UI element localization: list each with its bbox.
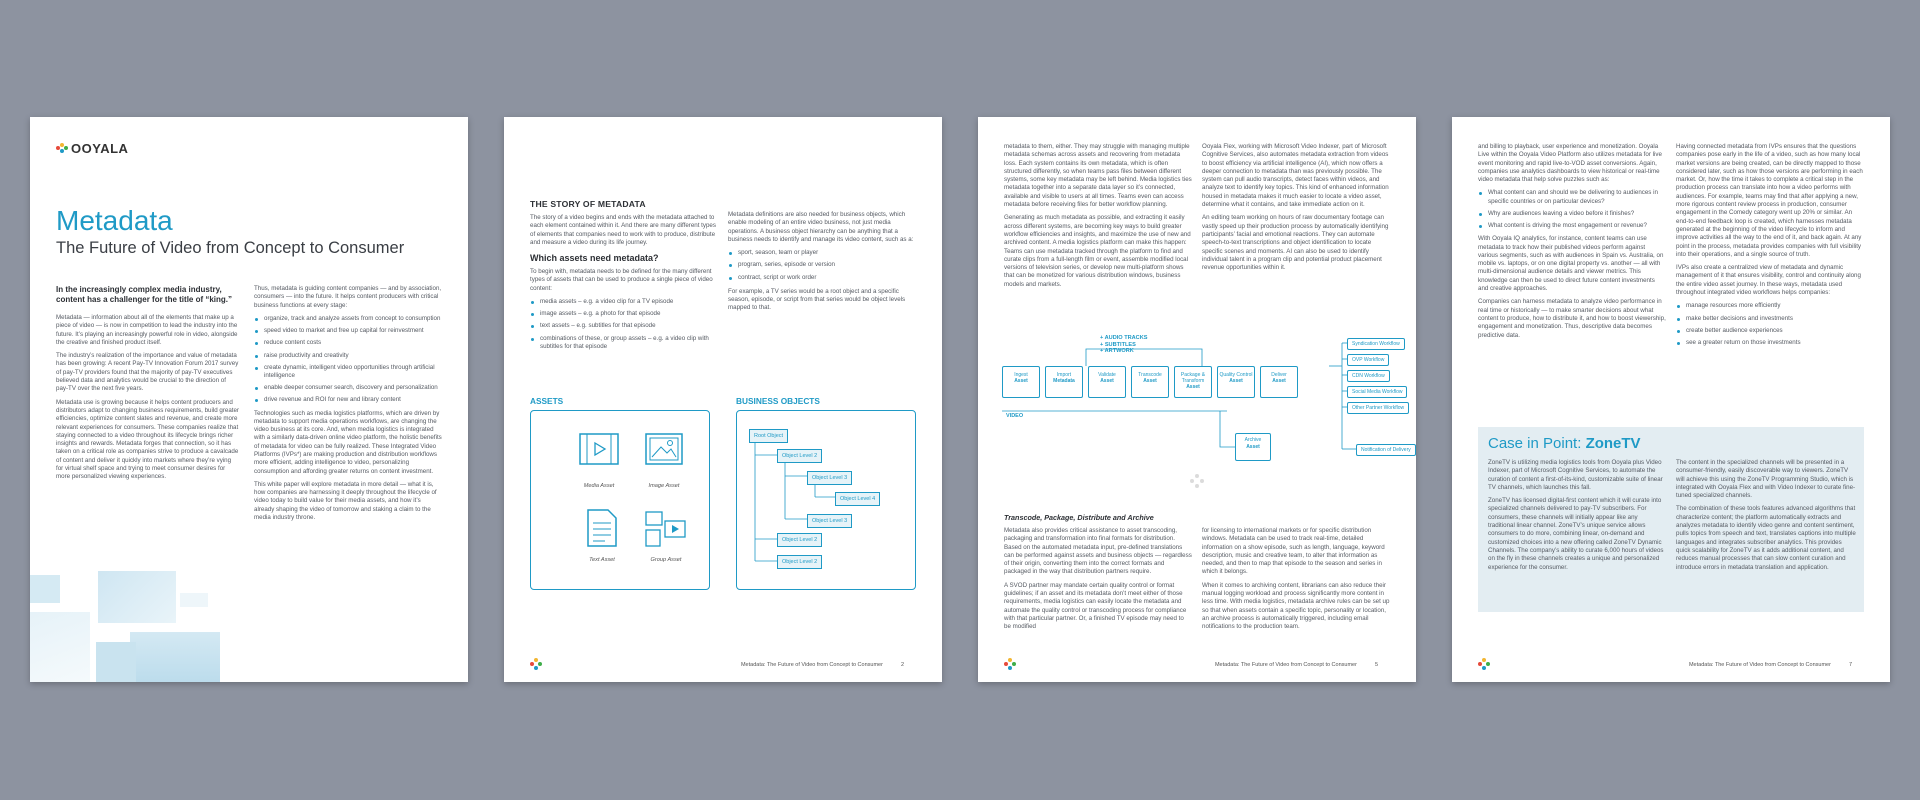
paragraph: for licensing to international markets or for specific distribution windows. Metadata can be used to track real-time, detailed information on a show episode, such as length, language, keyword description, music and creative team, to alter that information as needed, and then to map that episode to the season and series in which it belongs. (1202, 527, 1385, 576)
asset-label: Image Asset (648, 483, 680, 489)
object-level-2: Object Level 2 (777, 533, 822, 547)
subsection-title: Transcode, Package, Distribute and Archive (1004, 513, 1154, 522)
list-item: manage resources more efficiently (1676, 302, 1866, 310)
paragraph: For example, a TV series would be a root object and a specific season, episode, or script from that series would be object levels mapped to that. (728, 287, 906, 312)
case-right (1676, 459, 1856, 577)
list-item: What content is driving the most engagement or revenue? (1478, 222, 1666, 230)
node-label: Quality Control (1219, 372, 1253, 378)
node-label: Metadata (1053, 378, 1075, 384)
text-asset-icon (587, 509, 617, 547)
node-label: Validate (1098, 372, 1116, 378)
story-right-column (728, 211, 916, 318)
paragraph: Generating as much metadata as possible, and extracting it easily across different systems, are becoming key ways to build greater workflow efficiencies and insights, and maximize the use of new and archived content. A media logistics platform can make this happen: Teams can use metadata tracked through the platform to find and curate clips from a full-length film or event, assemble modified local versions of television series, or develop new multi-platform shows that can be monetized for various distribution windows, business models and markets. (1004, 214, 1191, 288)
paragraph: Metadata also provides critical assistance to asset transcoding, packaging and transformation into final formats for distribution. Based on the automated metadata input, pre-defined translations can be performed against assets and business objects — regardless of their origin, converting them into the correct formats and packaged in the way that distribution partners require. (1004, 527, 1192, 576)
paragraph: The industry’s realization of the importance and value of metadata has been growing: A recent Pay-TV Innovation Forum 2017 survey of pay-TV providers found that the majority of pay-TV executives believed data and analytics would be crucial to the direction of pay-TV over the next five years. (56, 352, 239, 393)
asset-label: Text Asset (589, 557, 615, 563)
page-workflow (978, 117, 1416, 682)
paragraph: An editing team working on hours of raw documentary footage can vastly speed up their production process by automatically identifying participants’ facial and emotional reactions. They can automate speech-to-text transcriptions and object identification to locate specific scenes and moments. AI can also be used to identify individual talent in a program clip and potential product placement revenue opportunities within it. (1202, 214, 1389, 272)
case-left-column (1478, 143, 1666, 345)
paragraph: This white paper will explore metadata in more detail — what it is, how companies are harnessing it deeply throughout the lifecycle of video today to build value for their media assets, and how it’s already shaping the video of tomorrow and staking a claim to the media industry throne. (254, 480, 437, 522)
page-number: 7 (1848, 662, 1852, 668)
cover-left-column (56, 285, 239, 487)
list-item: What content can and should we be delivering to audiences in specific countries or on particular devices? (1478, 189, 1666, 205)
node-label: Ingest (1014, 372, 1028, 378)
page-story (504, 117, 942, 682)
question-list (1478, 189, 1666, 230)
brand-logo (56, 141, 128, 156)
page-case (1452, 117, 1890, 682)
footer-logo-icon (1004, 658, 1016, 670)
workflow-node (1260, 366, 1298, 398)
paragraph: ZoneTV is utilizing media logistics tools from Ooyala plus Video Indexer, part of Microsoft Cognitive Services, to automate the curation of content a first-of-its-kind, customizable suite of linear TV channels, which launches this fall. (1488, 459, 1663, 491)
paragraph: ZoneTV has licensed digital-first content which it will curate into specialized channels delivered to pay-TV subscribers. For consumers, these channels will initially appear like any traditional linear channel. ZoneTV’s unique service allows consumers to do more, combining linear, on-demand and customized choices into a new offering called ZoneTV Dynamic Channels. The company’s ability to curate 6,000 hours of videos on the fly in these channels creates a unique and personalized experience for the consumer. (1488, 497, 1664, 571)
list-item: image assets – e.g. a photo for that episode (530, 310, 718, 318)
business-objects-title: BUSINESS OBJECTS (736, 396, 820, 406)
workflow-destination: Other Partner Workflow (1347, 402, 1409, 414)
case-study-box (1478, 427, 1864, 612)
list-item: sport, season, team or player (728, 249, 916, 257)
list-item: Why are audiences leaving a video before it finishes? (1478, 210, 1666, 218)
asset-label: Media Asset (583, 483, 615, 489)
node-label: Asset (1143, 378, 1157, 384)
workflow-destination: Notification of Delivery (1356, 444, 1416, 456)
assets-box (530, 410, 710, 590)
assets-title: ASSETS (530, 396, 564, 406)
object-level-2: Object Level 2 (777, 555, 822, 569)
list-item: raise productivity and creativity (254, 352, 442, 360)
list-item: media assets – e.g. a video clip for a TV episode (530, 298, 718, 306)
list-item: program, series, episode or version (728, 261, 916, 269)
workflow-node (1045, 366, 1083, 398)
page-footer (1689, 662, 1852, 668)
list-item: speed video to market and free up capital for reinvestment (254, 327, 442, 335)
footer-logo-icon (530, 658, 542, 670)
subsection-title: Which assets need metadata? (530, 253, 659, 264)
section-title: THE STORY OF METADATA (530, 199, 646, 209)
paragraph: The content in the specialized channels will be presented in a consumer-friendly, easily discoverable way to viewers. ZoneTV will achieve this using the ZoneTV Programming Studio, which is integrated with Ooyala Flex and with Video Indexer to curate fine-tuned specialized channels. (1676, 459, 1856, 500)
cover-right-column (254, 285, 442, 527)
object-level-4: Object Level 4 (835, 492, 880, 506)
story-left-column (530, 199, 718, 355)
list-item: enable deeper consumer search, discovery and personalization (254, 384, 442, 392)
added-tracks (1100, 335, 1148, 355)
workflow-destination: CDN Workflow (1347, 370, 1390, 382)
paragraph: and billing to playback, user experience and monetization. Ooyala Live within the Ooyala Video Platform also utilizes metadata for live event monitoring and rapid live-to-VOD asset conversions. Again, companies use analytics dashboards to view historical or real-time video metadata that help solve puzzles such as: (1478, 143, 1662, 184)
list-item: create better audience experiences (1676, 327, 1866, 335)
brand-name: OOYALA (71, 141, 129, 156)
node-label: Import (1056, 372, 1072, 378)
image-asset-icon (645, 433, 683, 465)
divider-logo-icon (1190, 474, 1204, 488)
workflow-node (1131, 366, 1169, 398)
list-item: combinations of these, or group assets – e.g. a video clip with subtitles for that episode (530, 335, 718, 351)
workflow-destination: OVP Workflow (1347, 354, 1389, 366)
list-item: text assets – e.g. subtitles for that episode (530, 322, 718, 330)
paragraph: Companies can harness metadata to analyze video performance in real time or historically — to make smarter decisions about what content to produce, how to distribute it, and how to boost viewership, engagement and monetization. Thus, descriptive data becomes predictive data. (1478, 298, 1666, 339)
paragraph: Metadata use is growing because it helps content producers and distributors adapt to changing business requirements, build greater efficiencies, optimize content slates and revenue, and create more relevant experiences for consumers. These companies realize that staying connected to a video throughout its lifecycle brings richer insights and rewards. Metadata forges that connection, so it has taken on a critical role as companies strive to produce a cavalcade of content and deliver it quickly into markets where they’re vying for virtual shelf space and trying to meet consumer desires for more personalized viewing experiences. (56, 398, 239, 481)
node-label: Transcode (1138, 372, 1162, 378)
workflow-node (1174, 366, 1212, 398)
page-title: Metadata (56, 205, 173, 236)
page-subtitle: The Future of Video from Concept to Consumer (56, 239, 405, 257)
workflow-destination: Syndication Workflow (1347, 338, 1405, 350)
workflow-diagram (1002, 329, 1411, 459)
page-footer (741, 662, 904, 668)
footer-title: Metadata: The Future of Video from Concept to Consumer (1214, 662, 1357, 668)
paragraph: Ooyala Flex, working with Microsoft Video Indexer, part of Microsoft Cognitive Services, also automates metadata extraction from videos to boost efficiency via artificial intelligence (AI), which now offers a deeper connection to metadata than was previously possible. The system can pull audio transcripts, detect faces within videos, and analyze text to identify key topics. This kind of enhanced information housed in metadata makes it much easier to locate a video asset, determine what it contains, and take immediate action on it. (1202, 143, 1389, 209)
paragraph: The story of a video begins and ends with the metadata attached to each element contained within it. And there are many different types of elements that companies need to work with to produce, distribute and measure a video during its life journey. (530, 214, 716, 246)
track-label: + ARTWORK (1100, 348, 1134, 354)
list-item: drive revenue and ROI for new and library content (254, 396, 442, 404)
video-label: VIDEO (1006, 413, 1024, 419)
function-list (254, 315, 442, 405)
workflow-destination: Social Media Workflow (1347, 386, 1407, 398)
workflow-node (1002, 366, 1040, 398)
group-asset-icon (645, 511, 687, 547)
node-label: Asset (1272, 378, 1286, 384)
footer-title: Metadata: The Future of Video from Concept to Consumer (740, 662, 883, 668)
node-label: Asset (1014, 378, 1028, 384)
page-cover (30, 117, 468, 682)
media-asset-icon (579, 433, 619, 465)
case-title-name: ZoneTV (1585, 435, 1641, 452)
node-label: Package & Transform (1180, 372, 1206, 384)
page-number: 2 (900, 662, 904, 668)
paragraph: Metadata — information about all of the elements that make up a piece of video — is now in competition to lead the industry into the future. It’s playing an increasingly powerful role in video, alongside the creative and finished product itself. (56, 314, 238, 346)
case-right-column (1676, 143, 1866, 351)
node-label: Deliver (1271, 372, 1287, 378)
archive-node (1235, 433, 1271, 461)
page-footer (1215, 662, 1378, 668)
footer-logo-icon (1478, 658, 1490, 670)
paragraph: Metadata definitions are also needed for business objects, which enable modeling of an entire video business, not just media operations. A business object hierarchy can be anything that a business needs to identify and manage its video content, such as a: (728, 211, 914, 243)
paragraph: With Ooyala IQ analytics, for instance, content teams can use metadata to track how their published videos perform against various segments, such as with audiences in Spain vs. Australia, on mobile vs. laptops, or on one digital property vs. another — all with multi-dimensional audience details and viewer metrics. This knowledge can then be used to direct future content investments and creative approaches. (1478, 235, 1664, 293)
node-label: Asset (1246, 444, 1260, 450)
asset-label: Group Asset (650, 557, 682, 563)
object-level-3: Object Level 3 (807, 514, 852, 528)
node-label: Asset (1186, 384, 1200, 390)
node-label: Asset (1229, 378, 1243, 384)
paragraph: metadata to them, either. They may struggle with managing multiple metadata schemas across assets and recovering from metadata loss. Each system contains its own metadata, which is often structured differently, so when teams pass files between different systems, some key metadata may be left behind. Media logistics ties metadata together into a separate data layer so it’s connected, available and visible to users at all times. Teams even can access metadata before receiving files for better workflow planning. (1004, 143, 1192, 209)
workflow-bottom-left (1004, 513, 1192, 637)
workflow-left-column (1004, 143, 1192, 294)
paragraph: Thus, metadata is guiding content companies — and by association, consumers — into the future. It helps content producers with critical business functions at every stage: (254, 285, 442, 309)
list-item: organize, track and analyze assets from concept to consumption (254, 315, 442, 323)
list-item: contract, script or work order (728, 274, 916, 282)
list-item: create dynamic, intelligent video opportunities through artificial intelligence (254, 364, 442, 380)
object-level-3: Object Level 3 (807, 471, 852, 485)
object-list (728, 249, 916, 282)
node-label: Asset (1100, 378, 1114, 384)
node-label: Archive (1244, 437, 1262, 443)
logo-icon (56, 143, 69, 154)
object-level-2: Object Level 2 (777, 449, 822, 463)
workflow-node (1217, 366, 1255, 398)
track-label: + AUDIO TRACKS (1100, 335, 1148, 341)
workflow-right-column (1202, 143, 1392, 277)
case-title-prefix: Case in Point: (1488, 435, 1582, 452)
lead-text: In the increasingly complex media industry, content has a challenger for the title of “king.” (56, 285, 233, 304)
workflow-node (1088, 366, 1126, 398)
paragraph: To begin with, metadata needs to be defined for the many different types of assets that can be used to produce a single piece of video content: (530, 268, 713, 292)
benefit-list (1676, 302, 1866, 347)
paragraph: The combination of these tools features advanced algorithms that characterize content; the platform automatically extracts and analyzes metadata to identify video genre and content sentiment, pulls topics from speech and text, translates captions into multiple languages and integrates subscriber analytics. This provides quick scalability for ZoneTV as it adds additional content, and reduces manual processes that can slow content curation and introduce errors in metadata translation and application. (1676, 505, 1856, 571)
paragraph: Having connected metadata from IVPs ensures that the questions companies pose early in the life of a video, such as how many local market versions are being created, can be directly mapped to those considered later, such as how those versions are performing in each market. Or, how the time it takes to complete a critical step in the production process can translate into how a video performs with audiences. For example, teams may find that after applying a new, more rigorous content review process in production, consumer engagement in the Comedy category went up 20% or similar. An end-to-end feedback loop is created, which harnesses metadata generated at the beginning of the video lifecycle to inform and improve activities all the way to the end of it, and back again. At any point in the process, metadata provides companies with full visibility into their operations, and a single source of truth. (1676, 143, 1863, 258)
case-left (1488, 459, 1666, 577)
list-item: see a greater return on those investments (1676, 339, 1866, 347)
paragraph: Technologies such as media logistics platforms, which are driven by metadata to support media operations workflows, are changing the video business at its core. And, when media logistics is integrated with a similarly data-driven online video platform, the holistic benefits of metadata for video can be fully realized. These Integrated Video Platforms (IVPs*) are making production and distribution workflows more efficient, adding intelligence to video, personalizing consumption and affording greater returns on content investment. (254, 409, 442, 475)
list-item: make better decisions and investments (1676, 315, 1866, 323)
business-objects-box (736, 410, 916, 590)
list-item: reduce content costs (254, 339, 442, 347)
page-number: 5 (1374, 662, 1378, 668)
asset-list (530, 298, 718, 351)
root-object: Root Object (749, 429, 788, 443)
footer-title: Metadata: The Future of Video from Concept to Consumer (1688, 662, 1831, 668)
case-title (1488, 435, 1641, 452)
paragraph: When it comes to archiving content, librarians can also reduce their manual logging workload and process significantly more content in less time. With media logistics, metadata archive rules can be set up so that when assets contain a specific topic, personality or location, an archive process is automatically triggered, including email notifications to the production team. (1202, 581, 1390, 631)
paragraph: IVPs also create a centralized view of metadata and dynamic management of it that ensures visibility, control and continuity along the entire video asset journey. In these ways, metadata used throughout integrated video workflows helps companies: (1676, 264, 1861, 297)
workflow-bottom-right (1202, 527, 1392, 637)
paragraph: A SVOD partner may mandate certain quality control or format guidelines; if an asset and its metadata don’t meet either of those requirements, media logistics can easily locate the metadata and automate the quality control or transcoding process for compliance with that particular partner. Or, a finished TV episode may need to be modified (1004, 581, 1187, 631)
track-label: + SUBTITLES (1100, 341, 1136, 348)
